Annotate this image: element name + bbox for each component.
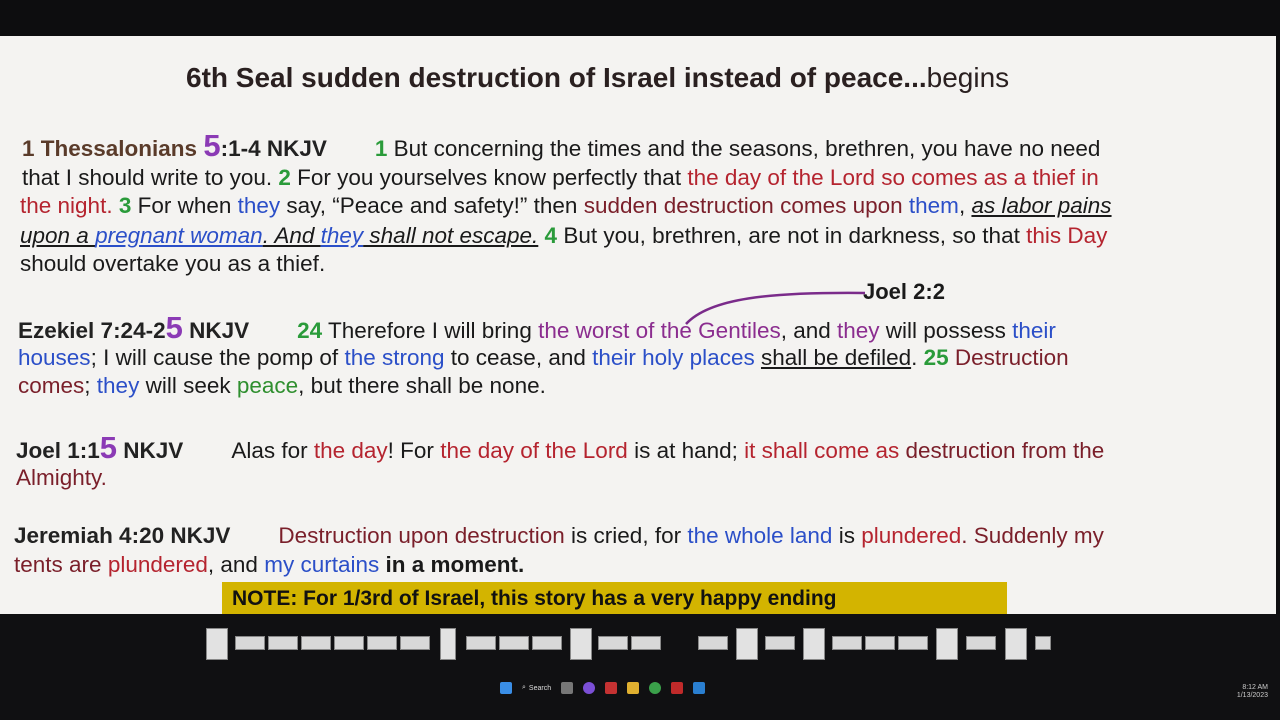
browser-b-icon[interactable] bbox=[671, 682, 683, 694]
joel-ref: Joel 1:15 NKJV bbox=[16, 430, 184, 465]
slide-thumbnail[interactable] bbox=[803, 628, 825, 660]
slide-thumbnail[interactable] bbox=[832, 636, 862, 650]
slide-thumbnail[interactable] bbox=[532, 636, 562, 650]
system-tray-clock[interactable]: 8:12 AM 1/13/2023 bbox=[1236, 684, 1268, 699]
verse-number: 1 bbox=[374, 136, 388, 161]
slide-thumbnail[interactable] bbox=[301, 636, 331, 650]
thessalonians-ref: 1 Thessalonians 5:1-4 NKJV bbox=[22, 128, 327, 163]
slide-thumbnail[interactable] bbox=[334, 636, 364, 650]
ezekiel-ref: Ezekiel 7:24-25 NKJV bbox=[18, 310, 250, 345]
jeremiah-ref: Jeremiah 4:20 NKJV bbox=[14, 523, 231, 548]
slide-thumbnail-strip[interactable] bbox=[0, 614, 1280, 720]
joel-annotation: Joel 2:2 bbox=[863, 279, 945, 304]
chrome-icon[interactable] bbox=[649, 682, 661, 694]
slide-thumbnail[interactable] bbox=[499, 636, 529, 650]
slide-thumbnail[interactable] bbox=[936, 628, 958, 660]
slide-thumbnail[interactable] bbox=[631, 636, 661, 650]
slide-thumbnail[interactable] bbox=[440, 628, 456, 660]
taskbar-search[interactable]: ⌕ Search bbox=[522, 684, 552, 692]
photos-icon[interactable] bbox=[693, 682, 705, 694]
slide-thumbnail[interactable] bbox=[966, 636, 996, 650]
shield-app-icon[interactable] bbox=[605, 682, 617, 694]
slide-thumbnail[interactable] bbox=[765, 636, 795, 650]
slide-thumbnail[interactable] bbox=[570, 628, 592, 660]
slide-thumbnail[interactable] bbox=[865, 636, 895, 650]
windows-start-icon[interactable] bbox=[500, 682, 512, 694]
slide-thumbnail[interactable] bbox=[698, 636, 728, 650]
slide-thumbnail[interactable] bbox=[268, 636, 298, 650]
note-banner: NOTE: For 1/3rd of Israel, this story has a very happy ending bbox=[222, 582, 1007, 614]
task-view-icon[interactable] bbox=[561, 682, 573, 694]
slide-title: 6th Seal sudden destruction of Israel instead of peace...begins bbox=[186, 62, 1010, 93]
slide-thumbnail[interactable] bbox=[206, 628, 228, 660]
slide-thumbnail[interactable] bbox=[898, 636, 928, 650]
slide-thumbnail[interactable] bbox=[466, 636, 496, 650]
slide-thumbnail[interactable] bbox=[235, 636, 265, 650]
search-icon: ⌕ bbox=[522, 684, 526, 691]
slide-thumbnail[interactable] bbox=[1005, 628, 1027, 660]
presentation-slide: 6th Seal sudden destruction of Israel instead of peace...begins 1 Thessalonians 5:1-4 NKJV 1 But concerning the times and the seasons, brethren, you have no need that I should write to you. 2 For you yourselves know perfectly that the day of the Lord so comes as a thief in the night. 3 For when they say, “Peace and safety!” then sudden destruction comes upon them, as labor pains upon a pregnant woman. And they shall not escape. 4 But you, brethren, are not in darkness, so that this Day should overtake you as a thief. Joel 2:2 Ezekiel 7:24-25 NKJV 24 Therefore I will bring the worst of the Gentiles, and they will possess their houses; I will cause the pomp of the strong to cease, and their holy places shall be defiled. 25 Destruction comes; they will seek peace, but there shall be none. Joel 1:15 NKJV Alas for the day! For the day of the Lord is at hand; it shall come as destruction from the Almighty. Jeremiah 4:20 NKJV Destruction upon destruction is cried, for the whole land is plundered. Suddenly my tents are plundered, and my curtains in a moment. NOTE: For 1/3rd of Israel, this story has a very happy ending bbox=[0, 36, 1276, 614]
file-explorer-icon[interactable] bbox=[627, 682, 639, 694]
windows-taskbar bbox=[500, 680, 705, 696]
chat-icon[interactable] bbox=[583, 682, 595, 694]
slide-thumbnail[interactable] bbox=[598, 636, 628, 650]
slide-thumbnail[interactable] bbox=[400, 636, 430, 650]
slide-thumbnail[interactable] bbox=[736, 628, 758, 660]
slide-thumbnail[interactable] bbox=[1035, 636, 1051, 650]
slide-thumbnail[interactable] bbox=[367, 636, 397, 650]
